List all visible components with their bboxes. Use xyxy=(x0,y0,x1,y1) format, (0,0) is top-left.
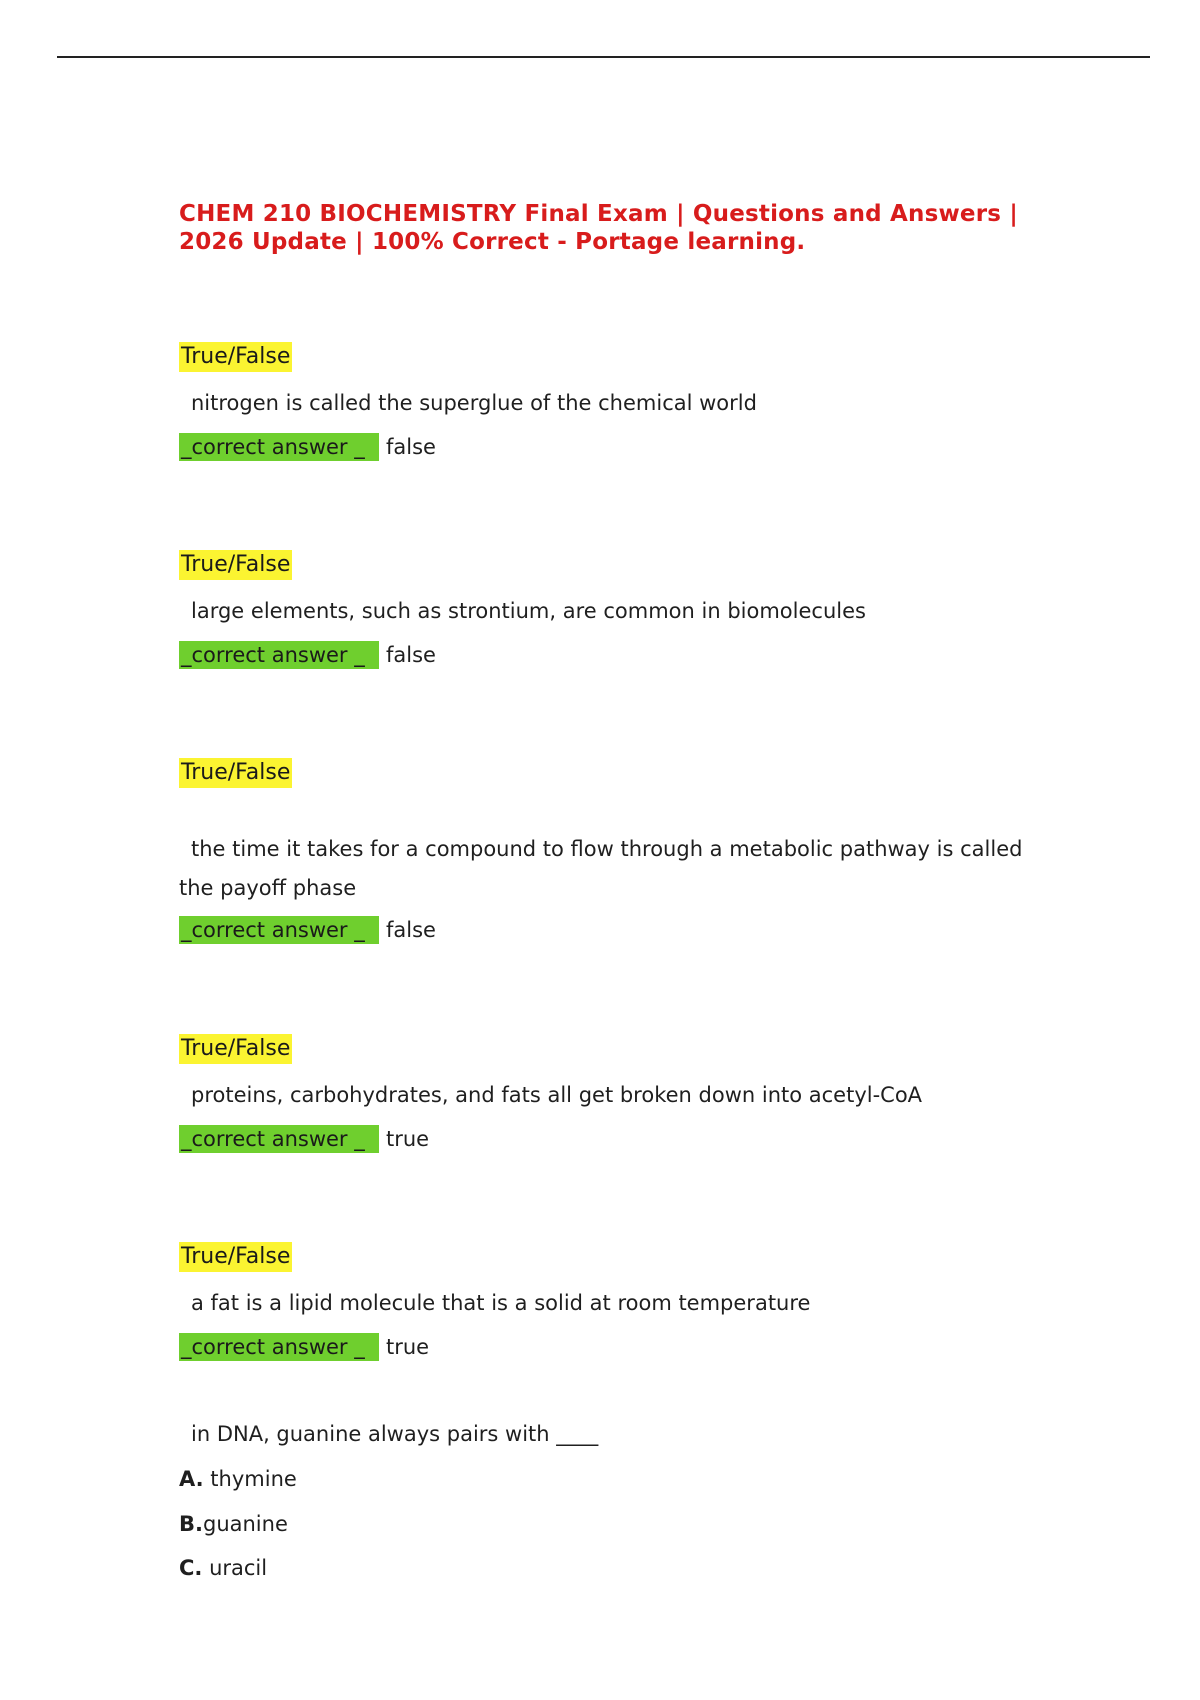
question-text: proteins, carbohydrates, and fats all get broken down into acetyl-CoA xyxy=(191,1083,923,1107)
question-text: the time it takes for a compound to flow through a metabolic pathway is called the payoff phase xyxy=(179,837,1023,900)
option-a xyxy=(179,1464,297,1494)
answer-row xyxy=(179,640,436,670)
question-type-label: True/False xyxy=(179,550,292,580)
option-b xyxy=(179,1509,288,1539)
answer-row xyxy=(179,432,436,462)
multiple-choice-question: in DNA, guanine always pairs with ____ xyxy=(191,1422,599,1446)
question-text: large elements, such as strontium, are common in biomolecules xyxy=(191,599,866,623)
question-type-label: True/False xyxy=(179,342,292,372)
answer-value: true xyxy=(386,1335,430,1359)
option-letter: B. xyxy=(179,1512,203,1536)
question-type-label: True/False xyxy=(179,1242,292,1272)
answer-value: false xyxy=(386,435,436,459)
option-text: thymine xyxy=(203,1467,297,1491)
option-text: uracil xyxy=(202,1556,268,1580)
question-text: a fat is a lipid molecule that is a solid at room temperature xyxy=(191,1291,811,1315)
top-divider xyxy=(57,56,1150,58)
answer-value: false xyxy=(386,643,436,667)
option-c xyxy=(179,1553,267,1583)
answer-row xyxy=(179,1124,429,1154)
answer-value: false xyxy=(386,918,436,942)
document-title: CHEM 210 BIOCHEMISTRY Final Exam | Questions and Answers | 2026 Update | 100% Correct - Portage learning. xyxy=(179,201,1018,255)
option-letter: A. xyxy=(179,1467,204,1491)
question-type-label: True/False xyxy=(179,1034,292,1064)
option-text: guanine xyxy=(202,1512,288,1536)
correct-answer-label: _correct answer _ xyxy=(179,1333,379,1361)
correct-answer-label: _correct answer _ xyxy=(179,641,379,669)
correct-answer-label: _correct answer _ xyxy=(179,916,379,944)
question-type-label: True/False xyxy=(179,758,292,788)
option-letter: C. xyxy=(179,1556,203,1580)
answer-row xyxy=(179,915,436,945)
answer-value: true xyxy=(386,1127,430,1151)
correct-answer-label: _correct answer _ xyxy=(179,433,379,461)
question-text: nitrogen is called the superglue of the chemical world xyxy=(191,391,757,415)
correct-answer-label: _correct answer _ xyxy=(179,1125,379,1153)
answer-row xyxy=(179,1332,429,1362)
